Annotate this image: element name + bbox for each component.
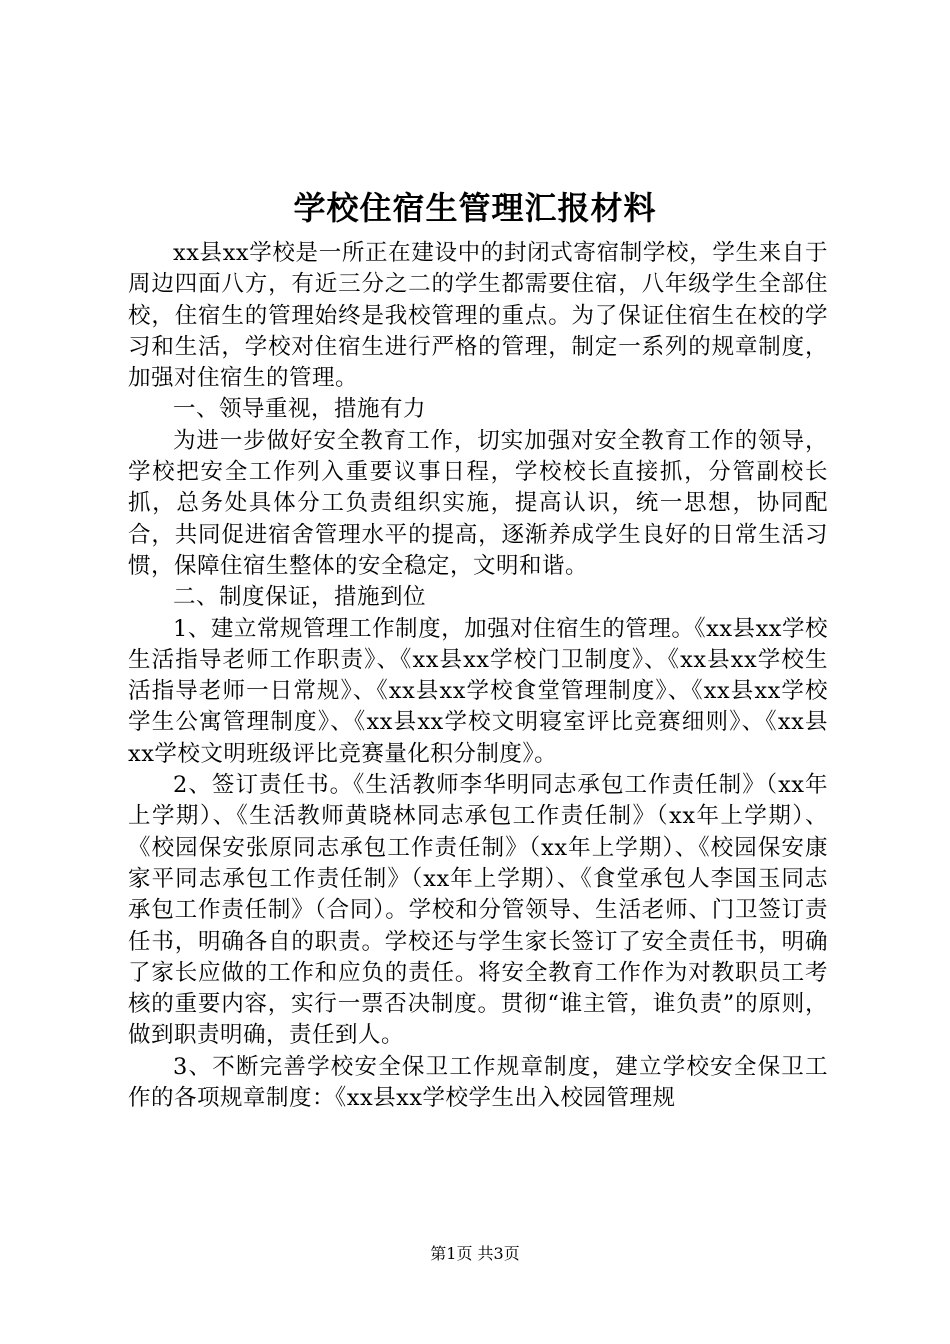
paragraph-item-1: 1、建立常规管理工作制度，加强对住宿生的管理。《xx县xx学校生活指导老师工作职责》、《xx县xx学校门卫制度》、《xx县xx学校生活指导老师一日常规》、《xx县xx学校食堂管理制度》、《xx县xx学校学生公寓管理制度》、《xx县xx学校文明寝室评比竞赛细则》、《xx县xx学校文明班级评比竞赛量化积分制度》。 <box>128 615 828 767</box>
section-heading-leadership: 一、领导重视，措施有力 <box>173 396 427 423</box>
document-body <box>128 238 828 1114</box>
section-heading-system: 二、制度保证，措施到位 <box>173 584 427 611</box>
paragraph-leadership: 为进一步做好安全教育工作，切实加强对安全教育工作的领导，学校把安全工作列入重要议事日程，学校校长直接抓，分管副校长抓，总务处具体分工负责组织实施，提高认识，统一思想，协同配合，共同促进宿舍管理水平的提高，逐渐养成学生良好的日常生活习惯，保障住宿生整体的安全稳定，文明和谐。 <box>128 427 828 579</box>
page-footer: 第1页 共3页 <box>430 1244 520 1263</box>
paragraph-intro: xx县xx学校是一所正在建设中的封闭式寄宿制学校，学生来自于周边四面八方，有近三分之二的学生都需要住宿，八年级学生全部住校，住宿生的管理始终是我校管理的重点。为了保证住宿生在校的学习和生活，学校对住宿生进行严格的管理，制定一系列的规章制度，加强对住宿生的管理。 <box>128 240 828 392</box>
paragraph-item-3: 3、不断完善学校安全保卫工作规章制度，建立学校安全保卫工作的各项规章制度：《xx县xx学校学生出入校园管理规 <box>128 1053 828 1112</box>
document-title: 学校住宿生管理汇报材料 <box>293 189 657 227</box>
paragraph-item-2: 2、签订责任书。《生活教师李华明同志承包工作责任制》（xx年上学期）、《生活教师黄晓林同志承包工作责任制》（xx年上学期）、《校园保安张原同志承包工作责任制》（xx年上学期）、《校园保安康家平同志承包工作责任制》（xx年上学期）、《食堂承包人李国玉同志承包工作责任制》（合同）。学校和分管领导、生活老师、门卫签订责任书，明确各自的职责。学校还与学生家长签订了安全责任书，明确了家长应做的工作和应负的责任。将安全教育工作作为对教职员工考核的重要内容，实行一票否决制度。贯彻“谁主管，谁负责”的原则，做到职责明确，责任到人。 <box>128 772 828 1049</box>
